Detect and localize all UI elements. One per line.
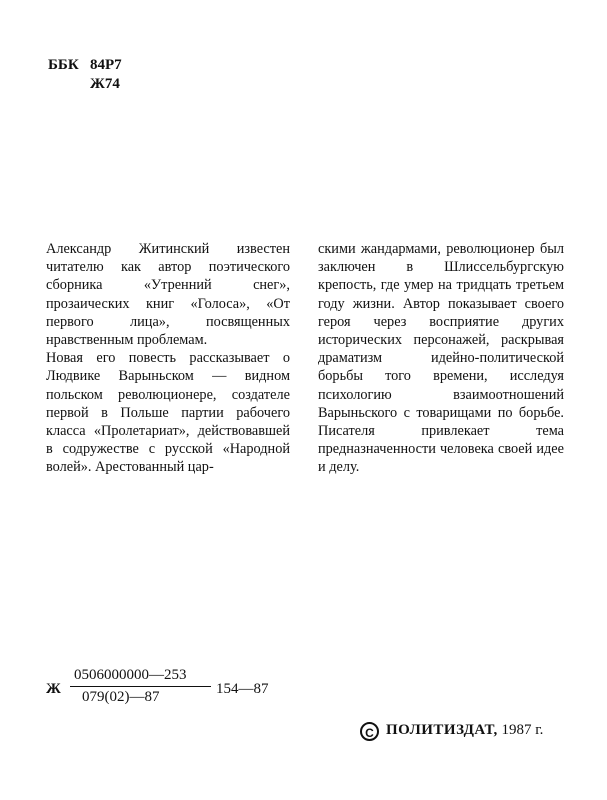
index-letter: Ж [46,681,61,697]
annotation-paragraph: Александр Житинский известен читателю как автор поэтического сборника «Утренний снег», прозаических книг «Голоса», «От первого лица», посвященных нравственным проблемам. [46,241,290,349]
index-denominator: 079(02)—87 [82,689,160,705]
index-suffix: 154—87 [216,681,269,697]
annotation-paragraph: Новая его повесть рассказывает о Людвике Варыньском — видном польском революционере, создателе первой в Польше партии рабочего класса «Пролетариат», действовавшей в содружестве с русской «Народной волей». Арестованный цар- [46,350,290,476]
annotation-right-column [318,240,564,477]
bbk-row [48,56,122,75]
bbk-label: ББК [48,57,79,73]
annotation-paragraph: скими жандармами, революционер был заключен в Шлиссельбургскую крепость, где умер на тридцать третьем году жизни. Автор показывает своего героя через восприятие других исторических персонажей, раскрывая драматизм идейно-политической борьбы того времени, исследуя психологию взаимоотношений Варыньского с товарищами по борьбе. Писателя привлекает тема предназначенности человека своей идее и делу. [318,241,564,476]
annotation-left-column [46,240,290,477]
bbk-classification [48,56,122,94]
copyright-line [360,720,543,741]
index-fraction [70,666,211,707]
index-numerator: 0506000000—253 [70,666,211,687]
bbk-code: 84Р7 [90,57,122,73]
publisher-name: ПОЛИТИЗДАТ, [386,722,498,738]
bbk-author-mark: Ж74 [90,76,120,92]
copyright-icon: C [360,722,379,741]
publication-year: 1987 г. [501,722,544,738]
